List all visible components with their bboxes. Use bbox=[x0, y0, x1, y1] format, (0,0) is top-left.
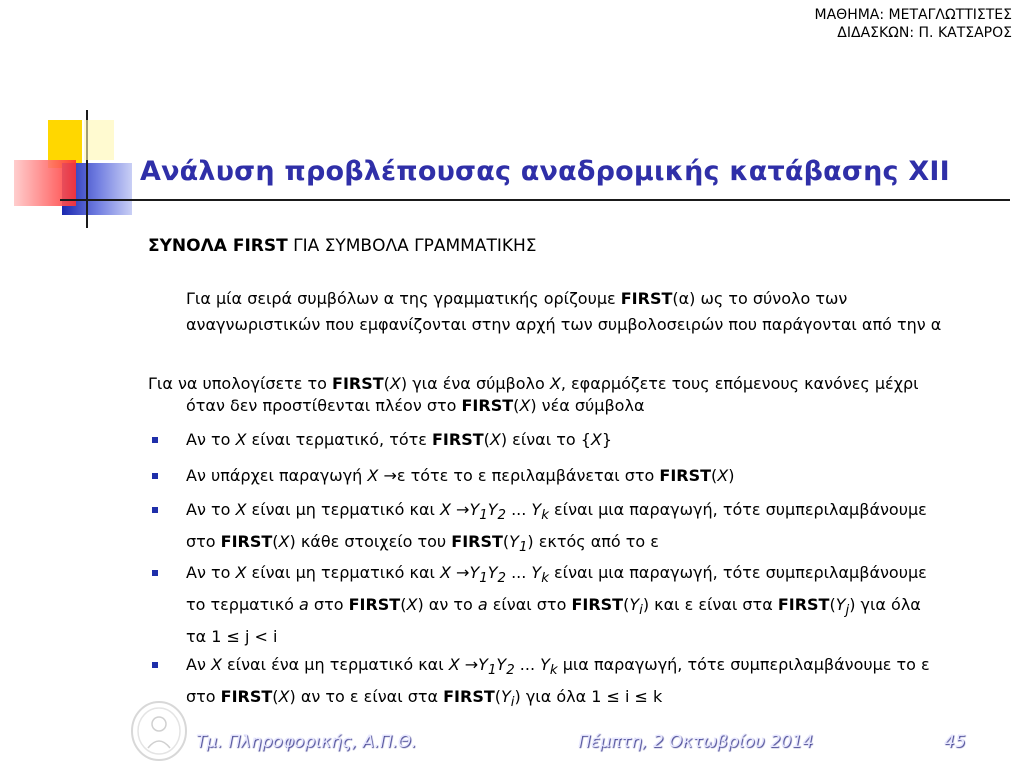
rule-nonterminal-first: Αν το X είναι μη τερματικό και $X \to Y_1Y_2$ ... $Y_k$ είναι μια παραγωγή, τότε συμπεριλαμβάνουμε στο FIRST(X) κάθε στοιχείο του $FIRST(Y_1)$ εκτός από το ε bbox=[186, 497, 1016, 561]
rule-epsilon-production: Αν υπάρχει παραγωγή X →ε τότε το ε περιλαμβάνεται στο FIRST(X) bbox=[186, 463, 1016, 489]
course-name: ΜΑΘΗΜΑ: ΜΕΤΑΓΛΩΤΤΙΣΤΕΣ bbox=[814, 7, 1012, 23]
alpha-symbol: α bbox=[383, 289, 395, 308]
bullet-square bbox=[152, 507, 158, 513]
intro-line-2: όταν δεν προστίθενται πλέον στο FIRST(X) νέα σύμβολα bbox=[186, 396, 645, 415]
title-divider bbox=[60, 199, 1010, 201]
definition-paragraph bbox=[186, 286, 1016, 338]
deco-yellow-light bbox=[84, 120, 114, 160]
bullet-square bbox=[152, 570, 158, 576]
instructor-name: ΔΙΔΑΣΚΩΝ: Π. ΚΑΤΣΑΡΟΣ bbox=[837, 25, 1012, 41]
bullet-square bbox=[152, 662, 158, 668]
page-number: 45 bbox=[944, 732, 966, 752]
course-header bbox=[815, 6, 1012, 42]
slide-title: Ανάλυση προβλέπουσας αναδρομικής κατάβασης XII bbox=[140, 156, 950, 187]
rule-nonterminal-terminal-a: Αν το X είναι μη τερματικό και $X \to Y_1Y_2$ ... $Y_k$ είναι μια παραγωγή, τότε συμπεριλαμβάνουμε το τερματικό a στο FIRST(X) αν το a είναι στο $FIRST(Y_i)$ και ε είναι στα $FIRST(Y_j)$ για όλα τα 1 ≤ j < i bbox=[186, 560, 1016, 650]
alpha-symbol: α bbox=[930, 315, 942, 334]
bullet-square bbox=[152, 473, 158, 479]
footer-date: Πέμπτη, 2 Οκτωβρίου 2014 bbox=[578, 732, 814, 752]
rule-all-nullable: Αν X είναι ένα μη τερματικό και $X \to Y_1Y_2$ ... $Y_k$ μια παραγωγή, τότε συμπεριλαμβάνουμε το ε στο FIRST(X) αν το ε είναι στα $FIRST(Y_i)$ για όλα 1 ≤ i ≤ k bbox=[186, 652, 1016, 716]
intro-paragraph bbox=[148, 371, 1018, 415]
section-heading-rest: ΓΙΑ ΣΥΜΒΟΛΑ ΓΡΑΜΜΑΤΙΚΗΣ bbox=[287, 236, 537, 256]
university-seal-icon bbox=[130, 700, 188, 762]
definition-line-1: Για μία σειρά συμβόλων α της γραμματικής ορίζουμε FIRST(α) ως το σύνολο των bbox=[186, 289, 848, 308]
section-heading bbox=[148, 236, 537, 256]
intro-line-1: Για να υπολογίσετε το FIRST(X) για ένα σύμβολο X, εφαρμόζετε τους επόμενους κανόνες μέχρι bbox=[148, 374, 919, 393]
bullet-square bbox=[152, 437, 158, 443]
section-heading-bold: ΣΥΝΟΛΑ FIRST bbox=[148, 236, 288, 256]
rule-terminal: Αν το X είναι τερματικό, τότε FIRST(X) είναι το {X} bbox=[186, 427, 1016, 453]
footer-department: Τμ. Πληροφορικής, Α.Π.Θ. bbox=[196, 732, 417, 752]
definition-line-2: αναγνωριστικών που εμφανίζονται στην αρχή των συμβολοσειρών που παράγονται από την α bbox=[186, 315, 942, 334]
